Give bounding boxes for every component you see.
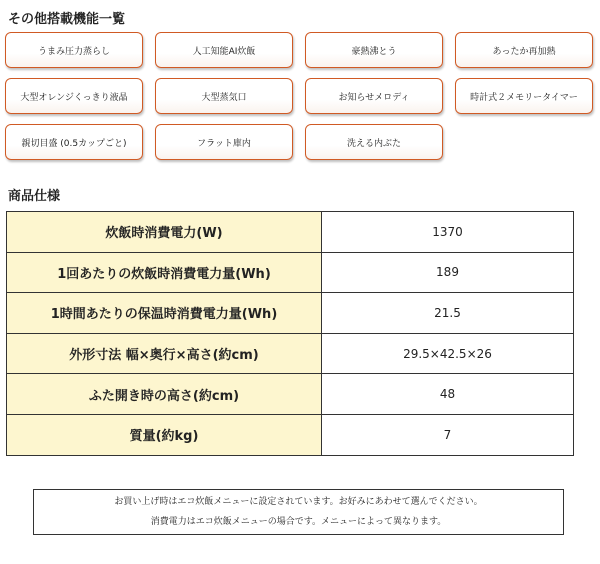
feature-button[interactable]: 豪熱沸とう: [305, 32, 443, 68]
feature-button[interactable]: うまみ圧力蒸らし: [5, 32, 143, 68]
feature-button[interactable]: お知らせメロディ: [305, 78, 443, 114]
feature-button[interactable]: 時計式２メモリータイマー: [455, 78, 593, 114]
spec-value: 48: [322, 374, 574, 415]
feature-button[interactable]: 大型オレンジくっきり液晶: [5, 78, 143, 114]
notice-line: 消費電力はエコ炊飯メニューの場合です。メニューによって異なります。: [150, 517, 447, 527]
spec-row: [7, 333, 574, 374]
spec-row: [7, 212, 574, 253]
spec-label: 質量(約kg): [7, 414, 322, 455]
spec-value: 29.5×42.5×26: [322, 333, 574, 374]
feature-list: [0, 0, 600, 170]
spec-label: 1回あたりの炊飯時消費電力量(Wh): [7, 252, 322, 293]
feature-button[interactable]: あったか再加熱: [455, 32, 593, 68]
spec-label: 外形寸法 幅×奥行×高さ(約cm): [7, 333, 322, 374]
feature-button[interactable]: 親切目盛 (0.5カップごと): [5, 124, 143, 160]
features-section-title: その他搭載機能一覧: [8, 12, 126, 27]
feature-button[interactable]: 大型蒸気口: [155, 78, 293, 114]
spec-value: 189: [322, 252, 574, 293]
spec-label: 炊飯時消費電力(W): [7, 212, 322, 253]
spec-label: ふた開き時の高さ(約cm): [7, 374, 322, 415]
spec-row: [7, 414, 574, 455]
spec-label: 1時間あたりの保温時消費電力量(Wh): [7, 293, 322, 334]
feature-button[interactable]: 人工知能AI炊飯: [155, 32, 293, 68]
spec-row: [7, 252, 574, 293]
notice-line: お買い上げ時はエコ炊飯メニューに設定されています。お好みにあわせて選んでください。: [114, 497, 483, 507]
notice-box: [33, 489, 564, 535]
spec-value: 21.5: [322, 293, 574, 334]
spec-value: 1370: [322, 212, 574, 253]
feature-button[interactable]: 洗える内ぶた: [305, 124, 443, 160]
spec-table: [6, 211, 574, 456]
specs-section-title: 商品仕様: [8, 189, 61, 204]
spec-row: [7, 374, 574, 415]
feature-button[interactable]: フラット庫内: [155, 124, 293, 160]
spec-value: 7: [322, 414, 574, 455]
spec-row: [7, 293, 574, 334]
